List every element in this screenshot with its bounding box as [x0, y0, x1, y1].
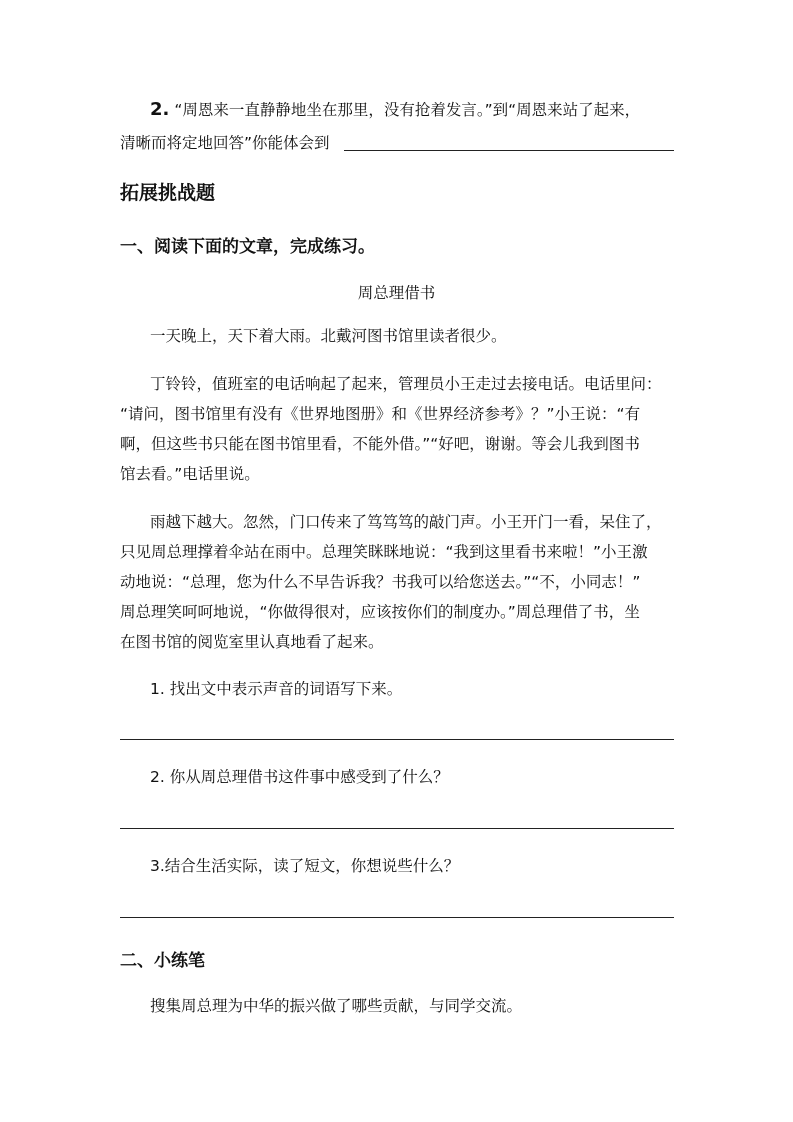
q2-line2: 清晰而将定地回答”你能体会到 — [120, 134, 330, 152]
article-title: 周总理借书 — [357, 284, 436, 302]
question-2: 2. 你从周总理借书这件事中感受到了什么？ — [150, 768, 449, 786]
article-p3-line: 周总理笑呵呵地说，“你做得很对，应该按你们的制度办。”周总理借了书，坐 — [120, 603, 640, 621]
section-two-heading: 二、小练笔 — [120, 951, 205, 971]
article-p1: 一天晚上，天下着大雨。北戴河图书馆里读者很少。 — [150, 327, 507, 345]
article-p2-line: 啊，但这些书只能在图书馆里看，不能外借。”“好吧，谢谢。等会儿我到图书 — [120, 435, 640, 453]
article-p3-line: 只见周总理撑着伞站在雨中。总理笑眯眯地说：“我到这里看书来啦！”小王激 — [120, 543, 648, 561]
section-extend-heading: 拓展挑战题 — [120, 182, 216, 204]
answer-line-1[interactable] — [120, 739, 674, 740]
practice-text: 搜集周总理为中华的振兴做了哪些贡献，与同学交流。 — [150, 997, 523, 1015]
q2-line1 — [150, 99, 640, 121]
article-p2-line: “请问，图书馆里有没有《世界地图册》和《世界经济参考》？”小王说：“有 — [120, 405, 641, 423]
article-p3-line: 雨越下越大。忽然，门口传来了笃笃笃的敲门声。小王开门一看，呆住了， — [150, 513, 662, 531]
q2-answer-line[interactable] — [344, 150, 674, 151]
answer-line-2[interactable] — [120, 828, 674, 829]
q2-text1: “周恩来一直静静地坐在那里，没有抢着发言。”到“周恩来站了起来， — [174, 101, 641, 119]
section-one-heading: 一、阅读下面的文章，完成练习。 — [120, 237, 375, 257]
article-p3-line: 动地说：“总理，您为什么不早告诉我？书我可以给您送去。”“不，小同志！” — [120, 573, 641, 591]
q2-number: 2. — [150, 99, 170, 120]
question-1: 1. 找出文中表示声音的词语写下来。 — [150, 680, 403, 698]
answer-line-3[interactable] — [120, 917, 674, 918]
question-3: 3.结合生活实际，读了短文，你想说些什么？ — [150, 857, 460, 875]
article-p2-line: 馆去看。”电话里说。 — [120, 465, 260, 483]
article-p3-line: 在图书馆的阅览室里认真地看了起来。 — [120, 633, 384, 651]
article-p2-line: 丁铃铃，值班室的电话响起了起来，管理员小王走过去接电话。电话里问： — [150, 375, 662, 393]
